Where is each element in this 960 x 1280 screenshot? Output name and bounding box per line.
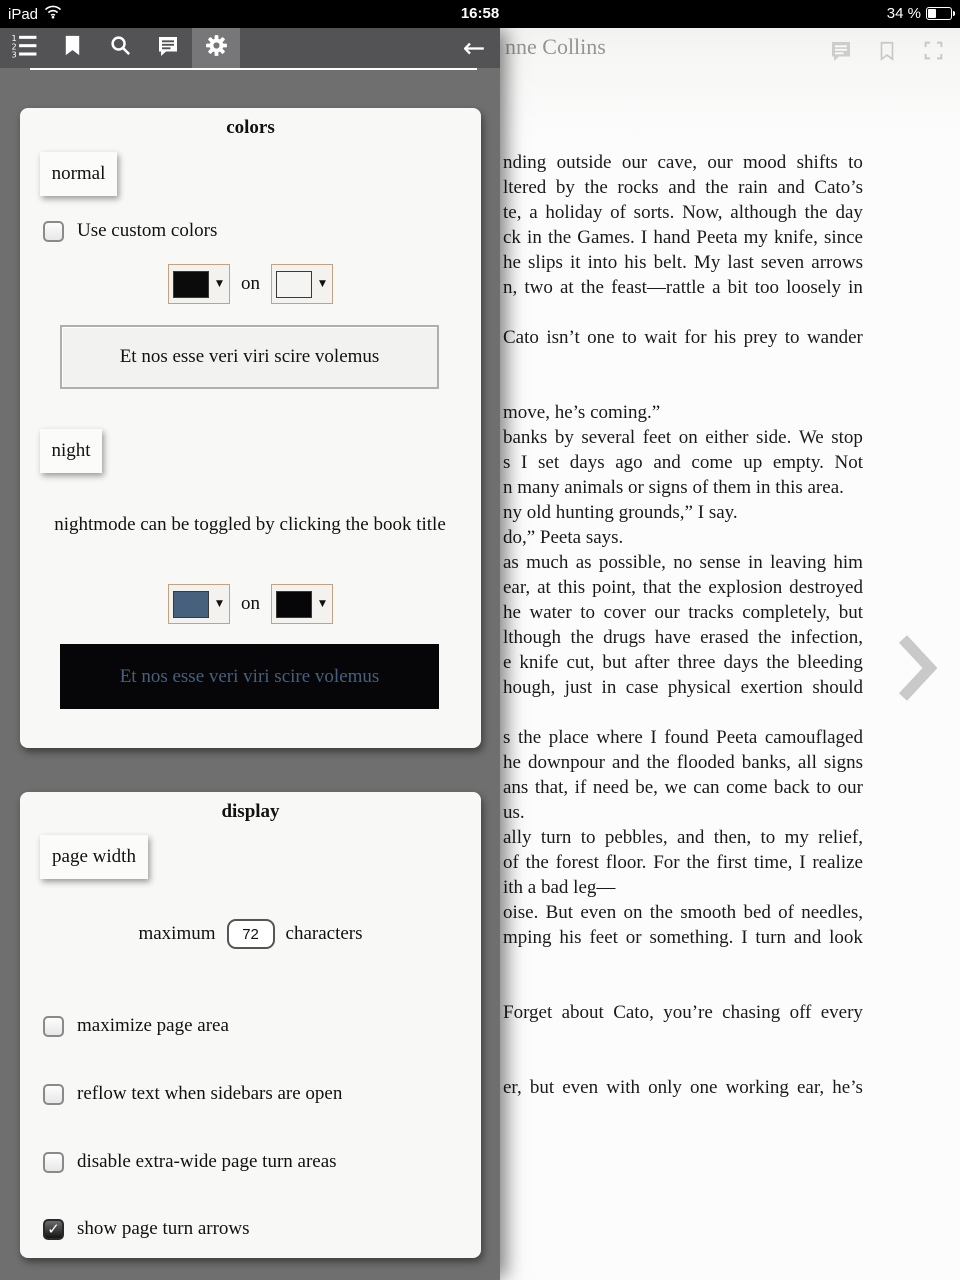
checkbox-row-disable-extra-wide-page-turn-areas[interactable] <box>43 1151 337 1173</box>
on-label: on <box>241 273 260 294</box>
book-author-title[interactable]: nne Collins <box>505 34 606 59</box>
use-custom-colors-row[interactable] <box>43 220 217 242</box>
book-text-line: s the place where I found Peeta camouflaged <box>503 727 863 748</box>
page-header-icons <box>828 40 946 66</box>
book-text-line: move, he’s coming.” <box>503 402 661 423</box>
book-text-line: te, a holiday of sorts. Now, although the day <box>503 202 863 223</box>
normal-scheme-button[interactable]: normal <box>40 152 117 196</box>
toolbar-bookmark-button[interactable] <box>48 28 96 68</box>
book-text-line: Cato isn’t one to wait for his prey to wander <box>503 327 863 348</box>
checkbox-row-maximize-page-area[interactable] <box>43 1015 229 1037</box>
night-color-pickers <box>20 584 481 624</box>
book-text-line: lthough the drugs have erased the infection, <box>503 627 863 648</box>
settings-icon <box>204 33 229 63</box>
night-background-color-swatch <box>276 591 312 618</box>
svg-text:2: 2 <box>11 40 17 51</box>
display-panel-title: display <box>221 801 280 822</box>
battery-percent-label: 34 % <box>886 5 921 22</box>
book-text-line: hough, just in case physical exertion should <box>503 677 863 698</box>
night-text-color-swatch <box>173 591 209 618</box>
book-text-line: as much as possible, no sense in leaving him <box>503 552 863 573</box>
svg-text:3: 3 <box>11 48 17 59</box>
normal-text-color-dropdown[interactable] <box>168 264 230 304</box>
normal-preview-box: Et nos esse veri viri scire volemus <box>60 325 439 389</box>
page-turn-right-button[interactable] <box>897 632 937 704</box>
book-text-blank-line <box>503 1050 863 1075</box>
book-text-line: nding outside our cave, our mood shifts to <box>503 152 863 173</box>
annotations-icon <box>829 39 853 68</box>
book-text-blank-line <box>503 350 863 375</box>
checkbox-label: maximize page area <box>77 1015 229 1036</box>
max-characters-input[interactable] <box>227 919 275 949</box>
book-text-line: e knife cut, but after three days the bleeding <box>503 652 863 673</box>
checkbox-unchecked[interactable] <box>43 1084 64 1105</box>
use-custom-colors-label: Use custom colors <box>77 220 218 241</box>
toolbar-icon-group <box>0 28 240 68</box>
characters-label: characters <box>285 923 363 944</box>
dropdown-arrow-icon: ▼ <box>319 599 326 609</box>
checkbox-unchecked[interactable] <box>43 1152 64 1173</box>
normal-background-color-swatch <box>276 271 312 298</box>
search-icon <box>109 34 132 62</box>
colors-panel-title: colors <box>226 117 275 138</box>
page-fullscreen-button[interactable] <box>920 40 946 66</box>
book-text-line: ith a bad leg— <box>503 877 616 898</box>
checkbox-checked[interactable]: ✓ <box>43 1219 64 1240</box>
status-bar <box>0 0 960 28</box>
book-text-line: ny old hunting grounds,” I say. <box>503 502 738 523</box>
chevron-right-icon <box>897 691 937 708</box>
book-text-line: er, but even with only one working ear, he’s <box>503 1077 863 1098</box>
checkbox-unchecked[interactable] <box>43 1016 64 1037</box>
back-arrow-icon: ← <box>462 32 486 64</box>
book-text-line: ltered by the rocks and the rain and Cato’s <box>503 177 863 198</box>
back-button[interactable] <box>452 28 496 68</box>
book-text-line: ally turn to pebbles, and then, to my relief, <box>503 827 863 848</box>
toolbar-settings-button[interactable] <box>192 28 240 68</box>
book-text-line: Forget about Cato, you’re chasing off every <box>503 1002 863 1023</box>
book-text-line: he slips it into his belt. My last seven arrows <box>503 252 863 273</box>
checkbox-label: show page turn arrows <box>77 1218 250 1239</box>
svg-text:1: 1 <box>11 32 17 43</box>
page-width-button[interactable]: page width <box>40 835 148 879</box>
book-text-line: oise. But even on the smooth bed of needles, <box>503 902 863 923</box>
sidebar-toolbar <box>0 28 500 68</box>
night-scheme-button[interactable]: night <box>40 429 102 473</box>
on-label: on <box>241 593 260 614</box>
book-text-line: us. <box>503 802 525 823</box>
book-text-line: of the forest floor. For the first time, I realize <box>503 852 863 873</box>
book-text-blank-line <box>503 700 863 725</box>
book-text-blank-line <box>503 375 863 400</box>
book-text-line: n, two at the feast—rattle a bit too loosely in <box>503 277 863 298</box>
night-preview-box: Et nos esse veri viri scire volemus <box>60 644 439 709</box>
colors-panel <box>20 108 481 748</box>
checkbox-label: reflow text when sidebars are open <box>77 1083 343 1104</box>
night-text-color-dropdown[interactable] <box>168 584 230 624</box>
normal-color-pickers <box>20 264 481 304</box>
max-characters-row <box>20 919 481 949</box>
book-text-line: he downpour and the flooded banks, all signs <box>503 752 863 773</box>
annotations-icon <box>156 34 180 63</box>
dropdown-arrow-icon: ▼ <box>319 279 326 289</box>
dropdown-arrow-icon: ▼ <box>216 279 223 289</box>
checkbox-row-reflow-text-when-sidebars-are-open[interactable] <box>43 1083 342 1105</box>
toolbar-search-button[interactable] <box>96 28 144 68</box>
toc-icon <box>11 33 38 64</box>
fullscreen-icon <box>923 40 944 66</box>
checkbox-label: disable extra-wide page turn areas <box>77 1151 337 1172</box>
toolbar-toc-button[interactable] <box>0 28 48 68</box>
page-bookmark-outline-button[interactable] <box>874 40 900 66</box>
nightmode-note: nightmode can be toggled by clicking the book title <box>54 514 446 535</box>
book-text-line: n many animals or signs of them in this area. <box>503 477 844 498</box>
battery-icon <box>926 7 952 20</box>
settings-sidebar <box>0 28 500 1280</box>
maximum-label: maximum <box>138 923 216 944</box>
clock: 16:58 <box>460 5 500 22</box>
page-annotations-button[interactable] <box>828 40 854 66</box>
carrier-label: iPad <box>8 5 39 23</box>
bookmark-icon <box>61 34 84 62</box>
book-text-line: do,” Peeta says. <box>503 527 624 548</box>
night-background-color-dropdown[interactable] <box>271 584 333 624</box>
scroll-indicator <box>30 68 477 70</box>
book-text-line: ear, at this point, that the explosion destroyed <box>503 577 863 598</box>
use-custom-colors-checkbox[interactable] <box>43 221 64 242</box>
normal-text-color-swatch <box>173 271 209 298</box>
book-text <box>503 150 863 1100</box>
book-text-blank-line <box>503 1025 863 1050</box>
book-text-line: ck in the Games. I hand Peeta my knife, since <box>503 227 863 248</box>
book-text-line: banks by several feet on either side. We stop <box>503 427 863 448</box>
bookmark-outline-icon <box>876 39 898 68</box>
book-text-line: ans that, if need be, we can come back to our <box>503 777 863 798</box>
book-text-blank-line <box>503 950 863 975</box>
dropdown-arrow-icon: ▼ <box>216 599 223 609</box>
book-text-blank-line <box>503 300 863 325</box>
checkbox-row-show-page-turn-arrows[interactable] <box>43 1218 250 1240</box>
book-text-line: mping his feet or something. I turn and look <box>503 927 863 948</box>
toolbar-annotations-button[interactable] <box>144 28 192 68</box>
book-text-line: he water to cover our tracks completely, but <box>503 602 863 623</box>
normal-background-color-dropdown[interactable] <box>271 264 333 304</box>
display-panel <box>20 792 481 1258</box>
book-text-line: s I set days ago and come up empty. Not <box>503 452 863 473</box>
book-text-blank-line <box>503 975 863 1000</box>
